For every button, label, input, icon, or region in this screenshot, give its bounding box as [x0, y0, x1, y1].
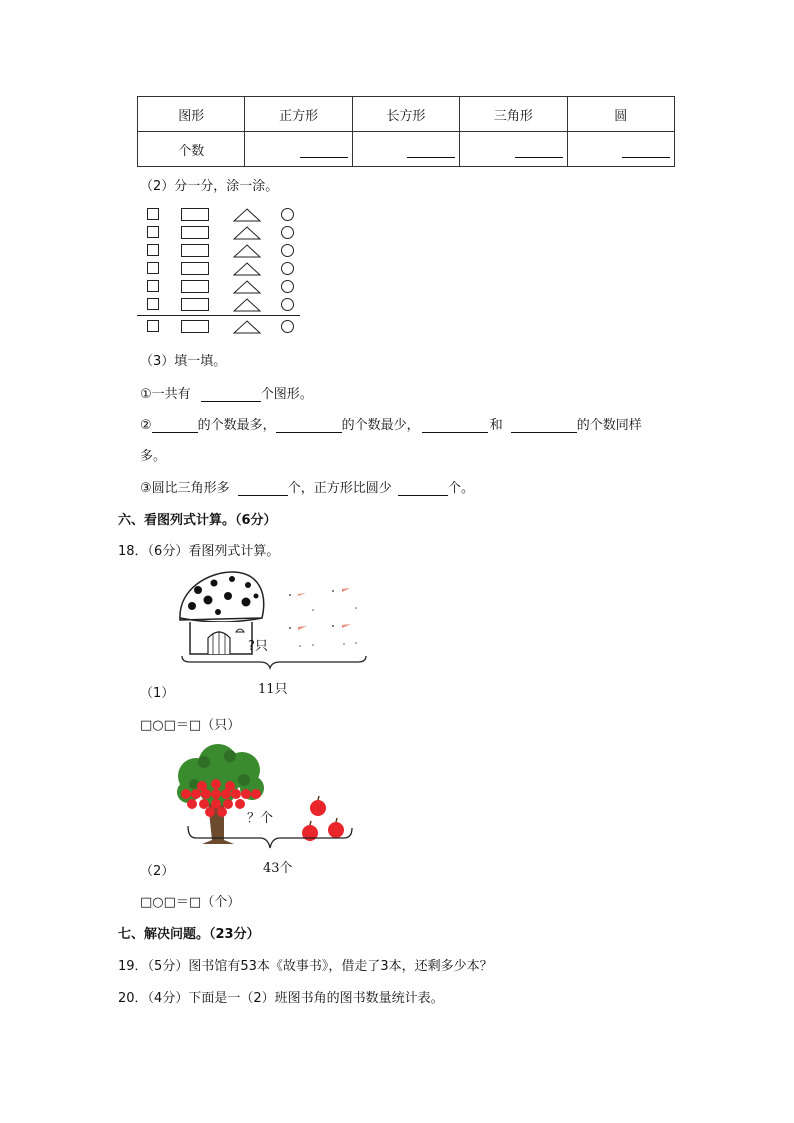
table-header-cell: 正方形 [245, 97, 352, 132]
section7-title: 七、解决问题。（23分） [118, 927, 260, 942]
shape-grid-divider [137, 315, 300, 316]
circle-shape[interactable] [281, 320, 294, 333]
circle-shape[interactable] [281, 208, 294, 221]
table-header-cell: 三角形 [460, 97, 567, 132]
rectangle-shape[interactable] [181, 262, 209, 275]
table-count-row [138, 132, 675, 167]
section6-title: 六、看图列式计算。（6分） [118, 513, 277, 528]
triangle-shape[interactable] [233, 226, 261, 240]
mushroom-figure [170, 570, 375, 670]
square-shape[interactable] [147, 320, 159, 332]
q3-item3-prefix: ③圆比三角形多 [140, 481, 230, 496]
total-count-blank[interactable] [201, 401, 261, 402]
least-shape-blank[interactable] [276, 432, 342, 433]
q3-item2-t3: 和 [489, 418, 503, 433]
part1-total-label: 11只 [258, 682, 288, 697]
circle-shape[interactable] [281, 262, 294, 275]
square-shape[interactable] [147, 226, 159, 238]
square-shape[interactable] [147, 280, 159, 292]
circle-shape[interactable] [281, 298, 294, 311]
part2-unknown-label: ？个 [247, 811, 274, 826]
q3-item3 [140, 477, 474, 496]
rectangle-shape[interactable] [181, 280, 209, 293]
circle-shape[interactable] [281, 244, 294, 257]
shape-count-table [137, 96, 675, 167]
count-blank-circle[interactable] [567, 132, 674, 167]
table-row-label: 个数 [138, 132, 245, 167]
circle-shape[interactable] [281, 280, 294, 293]
square-shape[interactable] [147, 262, 159, 274]
same-shape-blank-2[interactable] [511, 432, 577, 433]
circle-shape[interactable] [281, 226, 294, 239]
count-blank-rectangle[interactable] [352, 132, 459, 167]
same-shape-blank-1[interactable] [422, 432, 488, 433]
triangle-shape[interactable] [233, 262, 261, 276]
rectangle-shape[interactable] [181, 320, 209, 333]
part1-unknown-label: ?只 [248, 639, 268, 654]
table-header-row [138, 97, 675, 132]
count-blank-triangle[interactable] [460, 132, 567, 167]
q3-item2-t1: 的个数最多， [197, 418, 276, 433]
q3-item3-t2: 个。 [447, 481, 474, 496]
part2-total-label: 43个 [263, 861, 293, 876]
q3-item1-suffix: 个图形。 [260, 387, 313, 402]
triangle-shape[interactable] [233, 208, 261, 222]
table-header-cell: 图形 [138, 97, 245, 132]
q18-title: 18．（6分）看图列式计算。 [118, 544, 280, 559]
part2-formula[interactable]: □○□＝□（个） [140, 895, 241, 910]
q3-item1-prefix: ①一共有 [140, 387, 191, 402]
triangle-shape[interactable] [233, 298, 261, 312]
table-header-cell: 圆 [567, 97, 674, 132]
rectangle-shape[interactable] [181, 244, 209, 257]
q3-label: （3）填一填。 [140, 354, 227, 369]
square-shape[interactable] [147, 208, 159, 220]
part1-formula[interactable]: □○□＝□（只） [140, 718, 241, 733]
q3-item2-cont: 多。 [140, 449, 167, 464]
q20-text: 20．（4分）下面是一（2）班图书角的图书数量统计表。 [118, 991, 444, 1006]
triangle-shape[interactable] [233, 280, 261, 294]
part2-label: （2） [140, 864, 175, 879]
square-shape[interactable] [147, 244, 159, 256]
q3-item2-t4: 的个数同样 [576, 418, 642, 433]
rectangle-shape[interactable] [181, 298, 209, 311]
q3-item2-t2: 的个数最少， [341, 418, 420, 433]
triangle-shape[interactable] [233, 244, 261, 258]
rectangle-shape[interactable] [181, 208, 209, 221]
square-less-blank[interactable] [398, 495, 448, 496]
apple-tree-figure [172, 744, 362, 854]
most-shape-blank[interactable] [152, 432, 198, 433]
q3-item2 [140, 414, 642, 433]
count-blank-square[interactable] [245, 132, 352, 167]
q19-text: 19．（5分）图书馆有53本《故事书》，借走了3本，还剩多少本？ [118, 959, 493, 974]
square-shape[interactable] [147, 298, 159, 310]
circle-more-blank[interactable] [238, 495, 288, 496]
part1-label: （1） [140, 686, 175, 701]
rectangle-shape[interactable] [181, 226, 209, 239]
triangle-shape[interactable] [233, 320, 261, 334]
q2-label: （2）分一分，涂一涂。 [140, 179, 279, 194]
table-header-cell: 长方形 [352, 97, 459, 132]
q3-item1 [140, 383, 313, 402]
q3-item3-t1: 个，正方形比圆少 [287, 481, 392, 496]
q3-item2-prefix: ② [140, 418, 152, 433]
